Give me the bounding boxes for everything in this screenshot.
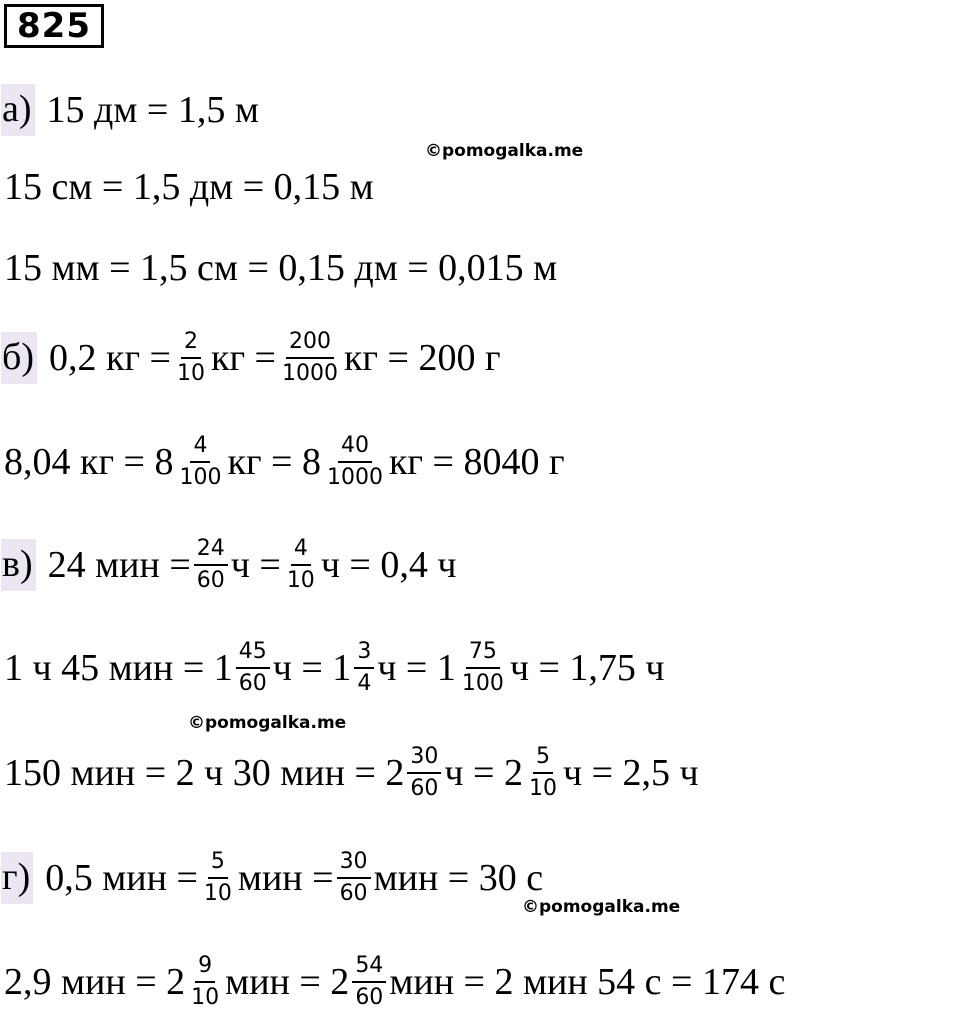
numerator: 4 xyxy=(291,536,311,566)
equation-text: 150 мин = 2 ч 30 мин = 2 xyxy=(4,752,405,794)
numerator: 200 xyxy=(286,329,334,359)
fraction xyxy=(201,849,235,907)
denominator: 1000 xyxy=(326,465,383,490)
numerator: 2 xyxy=(181,329,201,359)
denominator: 4 xyxy=(357,671,372,696)
solution-line-g2 xyxy=(4,952,785,1012)
solution-line-v1 xyxy=(4,535,456,595)
task-number: 825 xyxy=(4,4,104,48)
denominator: 100 xyxy=(179,465,222,490)
denominator: 100 xyxy=(461,671,504,696)
solution-line-a2 xyxy=(4,157,374,217)
equation-text: кг = 8 xyxy=(227,441,321,483)
part-label-v: в) xyxy=(1,539,36,591)
denominator: 60 xyxy=(355,985,384,1010)
denominator: 60 xyxy=(410,776,439,801)
denominator: 10 xyxy=(191,985,220,1010)
solution-line-b1 xyxy=(4,328,501,388)
fraction xyxy=(174,329,208,387)
part-label-g: г) xyxy=(1,852,33,904)
equation-text: 15 см = 1,5 дм = 0,15 м xyxy=(4,166,374,208)
denominator: 10 xyxy=(203,881,232,906)
equation-text: кг = xyxy=(210,337,276,379)
equation-text: мин = 30 с xyxy=(373,857,544,899)
fraction xyxy=(459,639,507,697)
equation-text: ч = 2 xyxy=(444,752,523,794)
part-label-a: а) xyxy=(1,84,35,136)
equation-text: 1 ч 45 мин = 1 xyxy=(4,647,233,689)
fraction xyxy=(194,536,228,594)
equation-text: ч = 1 xyxy=(377,647,456,689)
denominator: 10 xyxy=(528,776,557,801)
watermark: ©pomogalka.me xyxy=(188,713,347,733)
fraction xyxy=(354,639,374,697)
solution-line-a1 xyxy=(4,80,259,140)
equation-text: 8,04 кг = 8 xyxy=(4,441,174,483)
fraction xyxy=(337,849,371,907)
equation-text: 15 дм = 1,5 м xyxy=(46,89,259,131)
numerator: 54 xyxy=(352,953,386,983)
equation-text: мин = xyxy=(237,857,334,899)
fraction xyxy=(324,433,386,491)
fraction xyxy=(279,329,341,387)
numerator: 30 xyxy=(407,744,441,774)
equation-text: ч = xyxy=(230,544,281,586)
numerator: 40 xyxy=(338,433,372,463)
denominator: 60 xyxy=(196,568,225,593)
solution-line-g1 xyxy=(4,848,543,908)
equation-text: 2,9 мин = 2 xyxy=(4,961,186,1003)
solution-line-a3 xyxy=(4,238,557,298)
equation-text: ч = 2,5 ч xyxy=(562,752,699,794)
solution-line-b2 xyxy=(4,432,565,492)
equation-text: ч = 1,75 ч xyxy=(509,647,665,689)
equation-text: 0,2 кг = xyxy=(49,337,171,379)
watermark: ©pomogalka.me xyxy=(522,897,681,917)
equation-text: 0,5 мин = xyxy=(45,857,198,899)
fraction xyxy=(188,953,222,1011)
solution-line-v2 xyxy=(4,638,665,698)
numerator: 30 xyxy=(337,849,371,879)
fraction xyxy=(352,953,386,1011)
numerator: 4 xyxy=(190,433,210,463)
equation-text: мин = 2 мин 54 с = 174 с xyxy=(389,961,786,1003)
denominator: 60 xyxy=(238,671,267,696)
equation-text: кг = 8040 г xyxy=(388,441,565,483)
numerator: 3 xyxy=(354,639,374,669)
fraction xyxy=(407,744,441,802)
watermark: ©pomogalka.me xyxy=(425,141,584,161)
fraction xyxy=(176,433,224,491)
fraction xyxy=(526,744,560,802)
solution-line-v3 xyxy=(4,743,699,803)
equation-text: 24 мин = xyxy=(47,544,191,586)
equation-text: 15 мм = 1,5 см = 0,15 дм = 0,015 м xyxy=(4,247,558,289)
denominator: 1000 xyxy=(281,361,338,386)
numerator: 9 xyxy=(195,953,215,983)
equation-text: ч = 0,4 ч xyxy=(320,544,457,586)
numerator: 45 xyxy=(236,639,270,669)
equation-text: кг = 200 г xyxy=(343,337,501,379)
denominator: 60 xyxy=(339,881,368,906)
fraction xyxy=(236,639,270,697)
numerator: 5 xyxy=(208,849,228,879)
denominator: 10 xyxy=(286,568,315,593)
equation-text: мин = 2 xyxy=(225,961,350,1003)
denominator: 10 xyxy=(176,361,205,386)
part-label-b: б) xyxy=(1,332,37,384)
numerator: 24 xyxy=(194,536,228,566)
equation-text: ч = 1 xyxy=(272,647,352,689)
numerator: 5 xyxy=(533,744,553,774)
fraction xyxy=(284,536,318,594)
numerator: 75 xyxy=(466,639,500,669)
